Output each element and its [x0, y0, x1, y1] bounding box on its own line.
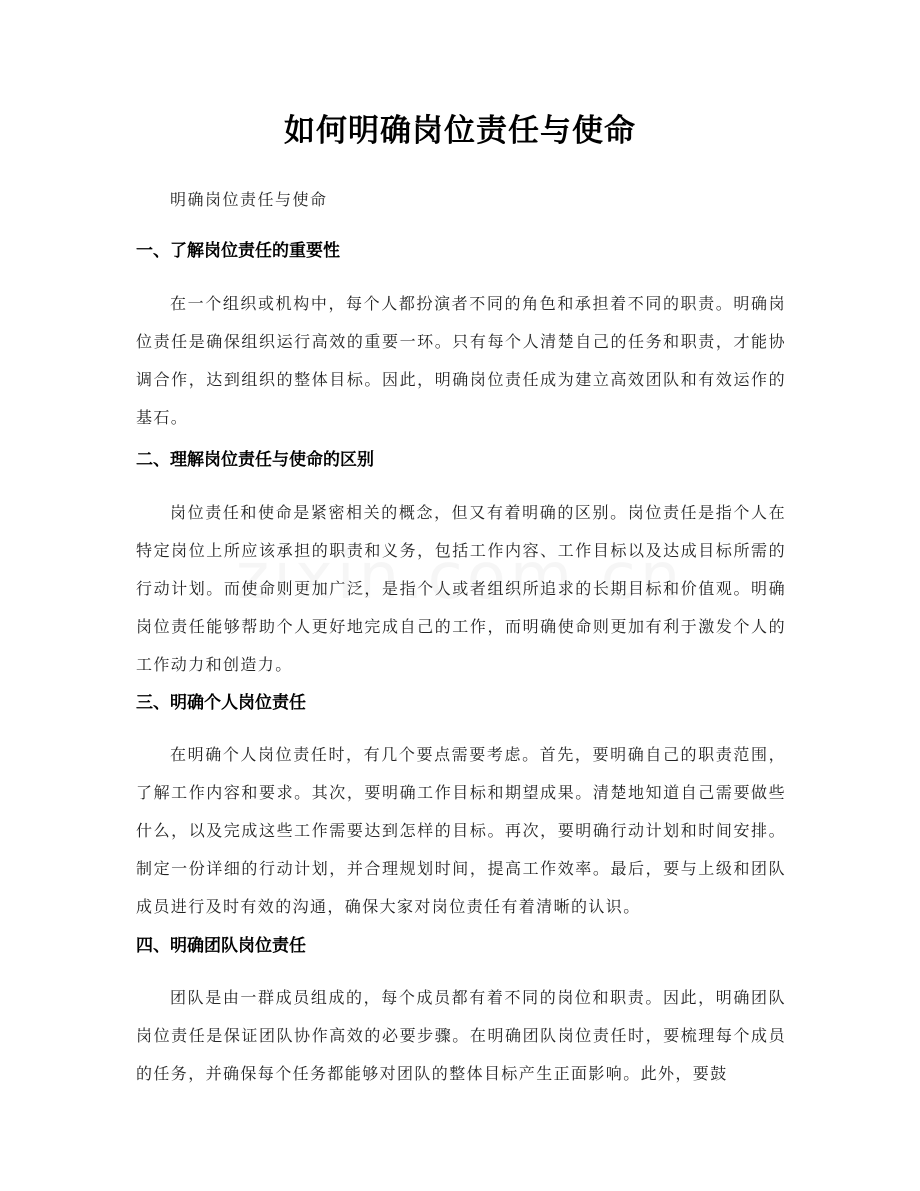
section-1-body: 在一个组织或机构中，每个人都扮演者不同的角色和承担着不同的职责。明确岗位责任是确保组织运行高效的重要一环。只有每个人清楚自己的任务和职责，才能协调合作，达到组织的整体目标。因此，明确岗位责任成为建立高效团队和有效运作的基石。	[136, 294, 786, 427]
section-4-heading: 四、明确团队岗位责任	[136, 936, 306, 956]
document-subtitle: 明确岗位责任与使命	[170, 190, 328, 209]
section-2-heading: 二、理解岗位责任与使命的区别	[136, 450, 374, 470]
section-3-heading: 三、明确个人岗位责任	[136, 693, 306, 713]
section-2-body: 岗位责任和使命是紧密相关的概念，但又有着明确的区别。岗位责任是指个人在特定岗位上所应该承担的职责和义务，包括工作内容、工作目标以及达成目标所需的行动计划。而使命则更加广泛，是指个人或者组织所追求的长期目标和价值观。明确岗位责任能够帮助个人更好地完成自己的工作，而明确使命则更加有利于激发个人的工作动力和创造力。	[136, 503, 786, 674]
page-title: 如何明确岗位责任与使命	[284, 113, 636, 149]
section-4-body: 团队是由一群成员组成的，每个成员都有着不同的岗位和职责。因此，明确团队岗位责任是保证团队协作高效的必要步骤。在明确团队岗位责任时，要梳理每个成员的任务，并确保每个任务都能够对团队的整体目标产生正面影响。此外，要鼓	[136, 988, 786, 1083]
section-3-body: 在明确个人岗位责任时，有几个要点需要考虑。首先，要明确自己的职责范围，了解工作内容和要求。其次，要明确工作目标和期望成果。清楚地知道自己需要做些什么，以及完成这些工作需要达到怎样的目标。再次，要明确行动计划和时间安排。制定一份详细的行动计划，并合理规划时间，提高工作效率。最后，要与上级和团队成员进行及时有效的沟通，确保大家对岗位责任有着清晰的认识。	[136, 745, 786, 916]
section-1-heading: 一、了解岗位责任的重要性	[136, 241, 340, 261]
